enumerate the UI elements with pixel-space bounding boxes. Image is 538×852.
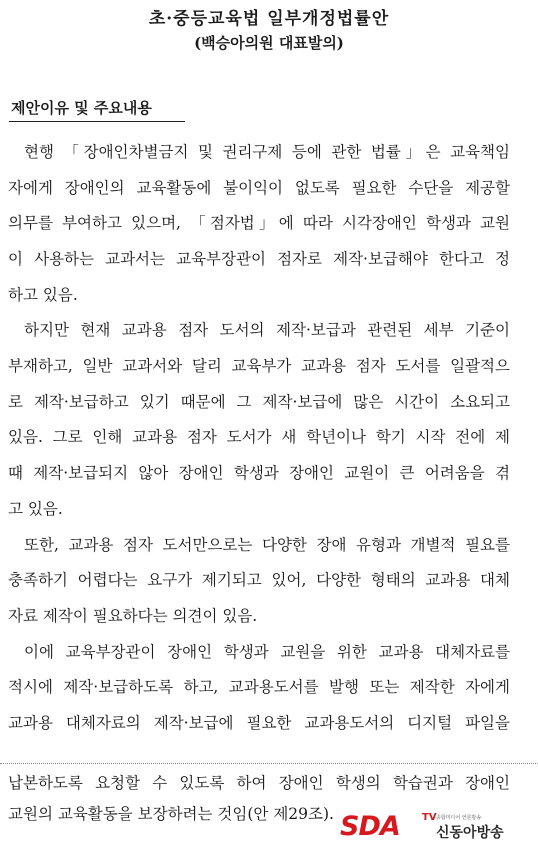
body-line: 부재하고, 일반 교과서와 달리 교육부가 교과용 점자 도서를 일괄적으 (8, 357, 510, 375)
logo-broadcaster-name: 신동아방송 (436, 825, 504, 841)
body-line: 이 사용하는 교과서는 교육부장관이 점자로 제작·보급해야 한다고 정 (8, 250, 510, 268)
section-heading-underline (9, 121, 185, 122)
body-line: 또한, 교과용 점자 도서만으로는 다양한 장애 유형과 개별적 필요를 (24, 536, 510, 554)
logo-sda-mark: SDA (340, 811, 400, 842)
page-break-divider (0, 763, 538, 764)
body-line: 있음. 그로 인해 교과용 점자 도서가 새 학년이나 학기 시작 전에 제 (8, 428, 510, 446)
body-line: 충족하기 어렵다는 요구가 제기되고 있어, 다양한 형태의 교과용 대체 (8, 571, 510, 589)
body-line: 교과용 대체자료의 제작·보급에 필요한 교과용도서의 디지털 파일을 (8, 714, 510, 732)
body-line: 적시에 제작·보급하도록 하고, 교과용도서를 발행 또는 제작한 자에게 (8, 678, 510, 696)
broadcaster-logo-watermark (340, 812, 510, 842)
body-line: 현행 「장애인차별금지 및 권리구제 등에 관한 법률」은 교육책임 (24, 143, 510, 161)
body-line: 고 있음. (8, 500, 63, 518)
body-line: 교원의 교육활동을 보장하려는 것임(안 제29조). (8, 805, 334, 823)
logo-tv-mark: TV (422, 812, 437, 823)
bill-title: 초·중등교육법 일부개정법률안 (148, 9, 390, 29)
body-line: 하지만 현재 교과용 점자 도서의 제작·보급과 관련된 세부 기준이 (24, 321, 510, 339)
logo-tagline: 종합미디어 언론방송 (436, 815, 482, 821)
body-line: 하고 있음. (8, 286, 78, 304)
section-heading: 제안이유 및 주요내용 (11, 99, 152, 117)
bill-sponsor-subtitle: (백승아의원 대표발의) (194, 34, 344, 52)
body-line: 때 제작·보급되지 않아 장애인 학생과 장애인 교원이 큰 어려움을 겪 (8, 464, 510, 482)
body-line: 이에 교육부장관이 장애인 학생과 교원을 위한 교과용 대체자료를 (24, 643, 510, 661)
body-line: 로 제작·보급하고 있기 때문에 그 제작·보급에 많은 시간이 소요되고 (8, 393, 510, 411)
body-line: 자에게 장애인의 교육활동에 불이익이 없도록 필요한 수단을 제공할 (8, 179, 510, 197)
body-line: 의무를 부여하고 있으며, 「점자법」에 따라 시각장애인 학생과 교원 (8, 214, 510, 232)
body-line: 자료 제작이 필요하다는 의견이 있음. (8, 607, 258, 625)
body-line: 납본하도록 요청할 수 있도록 하여 장애인 학생의 학습권과 장애인 (8, 774, 510, 792)
